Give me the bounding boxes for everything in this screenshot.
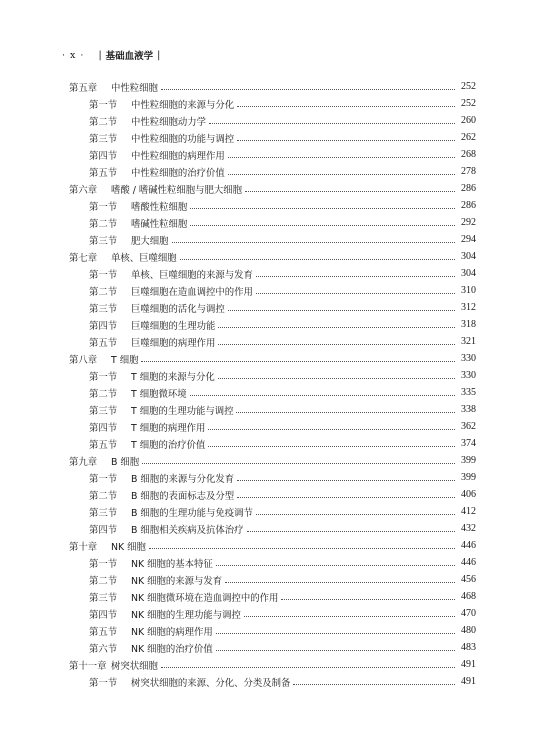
- page-ref: 318: [461, 319, 476, 330]
- page-ref: 252: [461, 81, 476, 92]
- section-title: NK 细胞的病理作用: [131, 626, 213, 638]
- chapter-title: B 细胞: [111, 456, 140, 468]
- page-number: · x ·: [62, 49, 85, 61]
- dot-leader: [237, 139, 455, 141]
- dot-leader: [208, 445, 455, 447]
- section-title: NK 细胞的来源与发育: [131, 575, 223, 587]
- page-ref: 399: [461, 455, 476, 466]
- page-ref: 446: [461, 557, 476, 568]
- toc-section-row[interactable]: [69, 367, 476, 384]
- toc-section-row[interactable]: [69, 571, 476, 588]
- toc-entry-label: [69, 522, 244, 536]
- page-ref: 304: [461, 251, 476, 262]
- toc-chapter-row[interactable]: [69, 78, 476, 95]
- toc-section-row[interactable]: [69, 469, 476, 486]
- toc-entry-label: [69, 505, 253, 519]
- dot-leader: [228, 173, 455, 175]
- toc-entry-label: [69, 80, 158, 94]
- toc-entry-label: [69, 267, 253, 281]
- toc-section-row[interactable]: [69, 639, 476, 656]
- page-ref: 330: [461, 353, 476, 364]
- section-title: T 细胞的生理功能与调控: [131, 405, 234, 417]
- toc-entry-label: [69, 301, 225, 315]
- toc-entry-label: [69, 607, 241, 621]
- toc-section-row[interactable]: [69, 605, 476, 622]
- toc-entry-label: [69, 624, 213, 638]
- page-ref: 286: [461, 200, 476, 211]
- toc-entry-label: [69, 131, 234, 145]
- dot-leader: [256, 275, 455, 277]
- dot-leader: [209, 122, 455, 124]
- page-ref: 321: [461, 336, 476, 347]
- section-number: 第四节: [89, 609, 118, 621]
- section-title: 中性粒细胞的来源与分化: [131, 99, 235, 111]
- toc-chapter-row[interactable]: [69, 350, 476, 367]
- page-ref: 312: [461, 302, 476, 313]
- toc-entry-label: [69, 216, 187, 230]
- section-title: NK 细胞的治疗价值: [131, 643, 213, 655]
- page-ref: 470: [461, 608, 476, 619]
- section-number: 第四节: [89, 422, 118, 434]
- toc-entry-label: [69, 454, 139, 468]
- dot-leader: [172, 241, 455, 243]
- section-number: 第四节: [89, 320, 118, 332]
- section-title: 肥大细胞: [131, 235, 169, 247]
- page-ref: 480: [461, 625, 476, 636]
- page-ref: 412: [461, 506, 476, 517]
- toc-entry-label: [69, 148, 225, 162]
- page-ref: 491: [461, 659, 476, 670]
- page-ref: 252: [461, 98, 476, 109]
- page-ref: 286: [461, 183, 476, 194]
- section-title: NK 细胞的基本特征: [131, 558, 213, 570]
- section-title: 巨噬细胞的活化与调控: [131, 303, 225, 315]
- section-title: T 细胞微环境: [131, 388, 187, 400]
- section-number: 第一节: [89, 371, 118, 383]
- section-number: 第五节: [89, 626, 118, 638]
- dot-leader: [190, 394, 455, 396]
- section-title: 巨噬细胞的病理作用: [131, 337, 216, 349]
- chapter-number: 第七章: [69, 252, 98, 264]
- chapter-title: 单核、巨噬细胞: [111, 252, 177, 264]
- section-title: 嗜碱性粒细胞: [131, 218, 188, 230]
- page-ref: 310: [461, 285, 476, 296]
- section-title: 巨噬细胞在造血调控中的作用: [131, 286, 253, 298]
- toc-entry-label: [69, 199, 187, 213]
- chapter-number: 第八章: [69, 354, 98, 366]
- toc-entry-label: [69, 403, 233, 417]
- section-title: T 细胞的来源与分化: [131, 371, 215, 383]
- toc-entry-label: [69, 556, 213, 570]
- page-ref: 374: [461, 438, 476, 449]
- running-header: [62, 48, 164, 62]
- toc-section-row[interactable]: [69, 418, 476, 435]
- toc-section-row[interactable]: [69, 231, 476, 248]
- section-title: 中性粒细胞的治疗价值: [131, 167, 225, 179]
- toc-section-row[interactable]: [69, 214, 476, 231]
- page-ref: 456: [461, 574, 476, 585]
- dot-leader: [225, 581, 455, 583]
- section-number: 第三节: [89, 235, 118, 247]
- section-number: 第一节: [89, 558, 118, 570]
- section-number: 第四节: [89, 524, 118, 536]
- dot-leader: [237, 496, 455, 498]
- page-ref: 362: [461, 421, 476, 432]
- page-ref: 260: [461, 115, 476, 126]
- section-title: 巨噬细胞的生理功能: [131, 320, 216, 332]
- page-ref: 278: [461, 166, 476, 177]
- toc-entry-label: [69, 471, 234, 485]
- table-of-contents: [69, 78, 476, 690]
- toc-section-row[interactable]: [69, 333, 476, 350]
- toc-entry-label: [69, 420, 205, 434]
- dot-leader: [190, 207, 455, 209]
- toc-entry-label: [69, 658, 158, 672]
- dot-leader: [161, 88, 455, 90]
- section-number: 第三节: [89, 405, 118, 417]
- dot-leader: [236, 411, 455, 413]
- toc-section-row[interactable]: [69, 299, 476, 316]
- dot-leader: [216, 632, 455, 634]
- toc-section-row[interactable]: [69, 554, 476, 571]
- toc-chapter-row[interactable]: [69, 452, 476, 469]
- dot-leader: [247, 530, 455, 532]
- dot-leader: [161, 666, 455, 668]
- dot-leader: [228, 309, 455, 311]
- section-title: 中性粒细胞的病理作用: [131, 150, 225, 162]
- dot-leader: [244, 615, 455, 617]
- toc-entry-label: [69, 437, 205, 451]
- page-ref: 330: [461, 370, 476, 381]
- toc-section-row[interactable]: [69, 316, 476, 333]
- section-title: T 细胞的治疗价值: [131, 439, 206, 451]
- page-ref: 292: [461, 217, 476, 228]
- toc-entry-label: [69, 97, 234, 111]
- chapter-title: 嗜酸 / 嗜碱性粒细胞与肥大细胞: [111, 184, 242, 196]
- header-bar-right: |: [157, 49, 161, 61]
- section-title: 嗜酸性粒细胞: [131, 201, 188, 213]
- toc-entry-label: [69, 335, 215, 349]
- section-number: 第二节: [89, 286, 118, 298]
- dot-leader: [256, 292, 455, 294]
- section-number: 第二节: [89, 490, 118, 502]
- toc-section-row[interactable]: [69, 520, 476, 537]
- toc-entry-label: [69, 386, 187, 400]
- toc-chapter-row[interactable]: [69, 180, 476, 197]
- section-title: NK 细胞微环境在造血调控中的作用: [131, 592, 279, 604]
- chapter-title: 中性粒细胞: [111, 82, 158, 94]
- toc-entry-label: [69, 573, 222, 587]
- dot-leader: [218, 377, 455, 379]
- dot-leader: [216, 649, 455, 651]
- toc-chapter-row[interactable]: [69, 656, 476, 673]
- section-number: 第二节: [89, 388, 118, 400]
- section-number: 第六节: [89, 643, 118, 655]
- dot-leader: [141, 360, 455, 362]
- page-ref: 335: [461, 387, 476, 398]
- toc-chapter-row[interactable]: [69, 537, 476, 554]
- page-ref: 483: [461, 642, 476, 653]
- chapter-number: 第十章: [69, 541, 98, 553]
- section-number: 第三节: [89, 303, 118, 315]
- page-ref: 491: [461, 676, 476, 687]
- chapter-number: 第九章: [69, 456, 98, 468]
- dot-leader: [180, 258, 455, 260]
- toc-entry-label: [69, 165, 225, 179]
- section-number: 第三节: [89, 507, 118, 519]
- chapter-number: 第六章: [69, 184, 98, 196]
- toc-entry-label: [69, 182, 242, 196]
- toc-section-row[interactable]: [69, 486, 476, 503]
- toc-section-row[interactable]: [69, 112, 476, 129]
- section-number: 第五节: [89, 167, 118, 179]
- toc-section-row[interactable]: [69, 265, 476, 282]
- toc-section-row[interactable]: [69, 401, 476, 418]
- page-ref: 294: [461, 234, 476, 245]
- dot-leader: [190, 224, 455, 226]
- chapter-title: 树突状细胞: [111, 660, 158, 672]
- section-number: 第一节: [89, 473, 118, 485]
- toc-entry-label: [69, 539, 146, 553]
- toc-section-row[interactable]: [69, 588, 476, 605]
- dot-leader: [228, 156, 455, 158]
- toc-entry-label: [69, 488, 234, 502]
- toc-section-row[interactable]: [69, 384, 476, 401]
- page-ref: 399: [461, 472, 476, 483]
- page-ref: 432: [461, 523, 476, 534]
- section-number: 第二节: [89, 116, 118, 128]
- dot-leader: [281, 598, 455, 600]
- section-number: 第五节: [89, 439, 118, 451]
- toc-section-row[interactable]: [69, 95, 476, 112]
- chapter-title: T 细胞: [111, 354, 139, 366]
- page-ref: 268: [461, 149, 476, 160]
- dot-leader: [237, 479, 455, 481]
- header-bar-left: |: [98, 49, 102, 61]
- book-title: 基础血液学: [105, 51, 154, 62]
- section-title: 单核、巨噬细胞的来源与发育: [131, 269, 253, 281]
- section-number: 第四节: [89, 150, 118, 162]
- section-number: 第二节: [89, 218, 118, 230]
- dot-leader: [293, 683, 455, 685]
- section-title: T 细胞的病理作用: [131, 422, 206, 434]
- toc-section-row[interactable]: [69, 197, 476, 214]
- section-title: 树突状细胞的来源、分化、分类及制备: [131, 677, 291, 689]
- page-ref: 262: [461, 132, 476, 143]
- toc-entry-label: [69, 114, 206, 128]
- toc-chapter-row[interactable]: [69, 248, 476, 265]
- toc-entry-label: [69, 250, 177, 264]
- dot-leader: [218, 343, 455, 345]
- section-number: 第一节: [89, 201, 118, 213]
- dot-leader: [142, 462, 455, 464]
- dot-leader: [256, 513, 455, 515]
- section-number: 第一节: [89, 269, 118, 281]
- page-ref: 446: [461, 540, 476, 551]
- dot-leader: [218, 326, 455, 328]
- toc-entry-label: [69, 641, 213, 655]
- toc-section-row[interactable]: [69, 503, 476, 520]
- section-number: 第二节: [89, 575, 118, 587]
- page-ref: 468: [461, 591, 476, 602]
- section-number: 第一节: [89, 99, 118, 111]
- dot-leader: [245, 190, 455, 192]
- dot-leader: [216, 564, 455, 566]
- toc-entry-label: [69, 352, 138, 366]
- section-title: 中性粒细胞动力学: [131, 116, 207, 128]
- section-title: B 细胞的表面标志及分型: [131, 490, 235, 502]
- section-number: 第五节: [89, 337, 118, 349]
- section-title: B 细胞的生理功能与免疫调节: [131, 507, 253, 519]
- dot-leader: [208, 428, 455, 430]
- page-ref: 406: [461, 489, 476, 500]
- dot-leader: [149, 547, 455, 549]
- toc-entry-label: [69, 284, 253, 298]
- chapter-number: 第五章: [69, 82, 98, 94]
- section-title: B 细胞相关疾病及抗体治疗: [131, 524, 244, 536]
- dot-leader: [237, 105, 455, 107]
- toc-section-row[interactable]: [69, 163, 476, 180]
- toc-entry-label: [69, 590, 278, 604]
- section-number: 第一节: [89, 677, 118, 689]
- section-title: NK 细胞的生理功能与调控: [131, 609, 241, 621]
- chapter-number: 第十一章: [69, 660, 107, 672]
- toc-section-row[interactable]: [69, 673, 476, 690]
- toc-section-row[interactable]: [69, 622, 476, 639]
- section-title: B 细胞的来源与分化发育: [131, 473, 235, 485]
- section-number: 第三节: [89, 133, 118, 145]
- toc-section-row[interactable]: [69, 282, 476, 299]
- toc-entry-label: [69, 318, 215, 332]
- toc-section-row[interactable]: [69, 435, 476, 452]
- toc-entry-label: [69, 675, 290, 689]
- toc-section-row[interactable]: [69, 129, 476, 146]
- toc-section-row[interactable]: [69, 146, 476, 163]
- page-ref: 338: [461, 404, 476, 415]
- chapter-title: NK 细胞: [111, 541, 146, 553]
- section-title: 中性粒细胞的功能与调控: [131, 133, 235, 145]
- toc-entry-label: [69, 233, 169, 247]
- section-number: 第三节: [89, 592, 118, 604]
- page-ref: 304: [461, 268, 476, 279]
- toc-entry-label: [69, 369, 215, 383]
